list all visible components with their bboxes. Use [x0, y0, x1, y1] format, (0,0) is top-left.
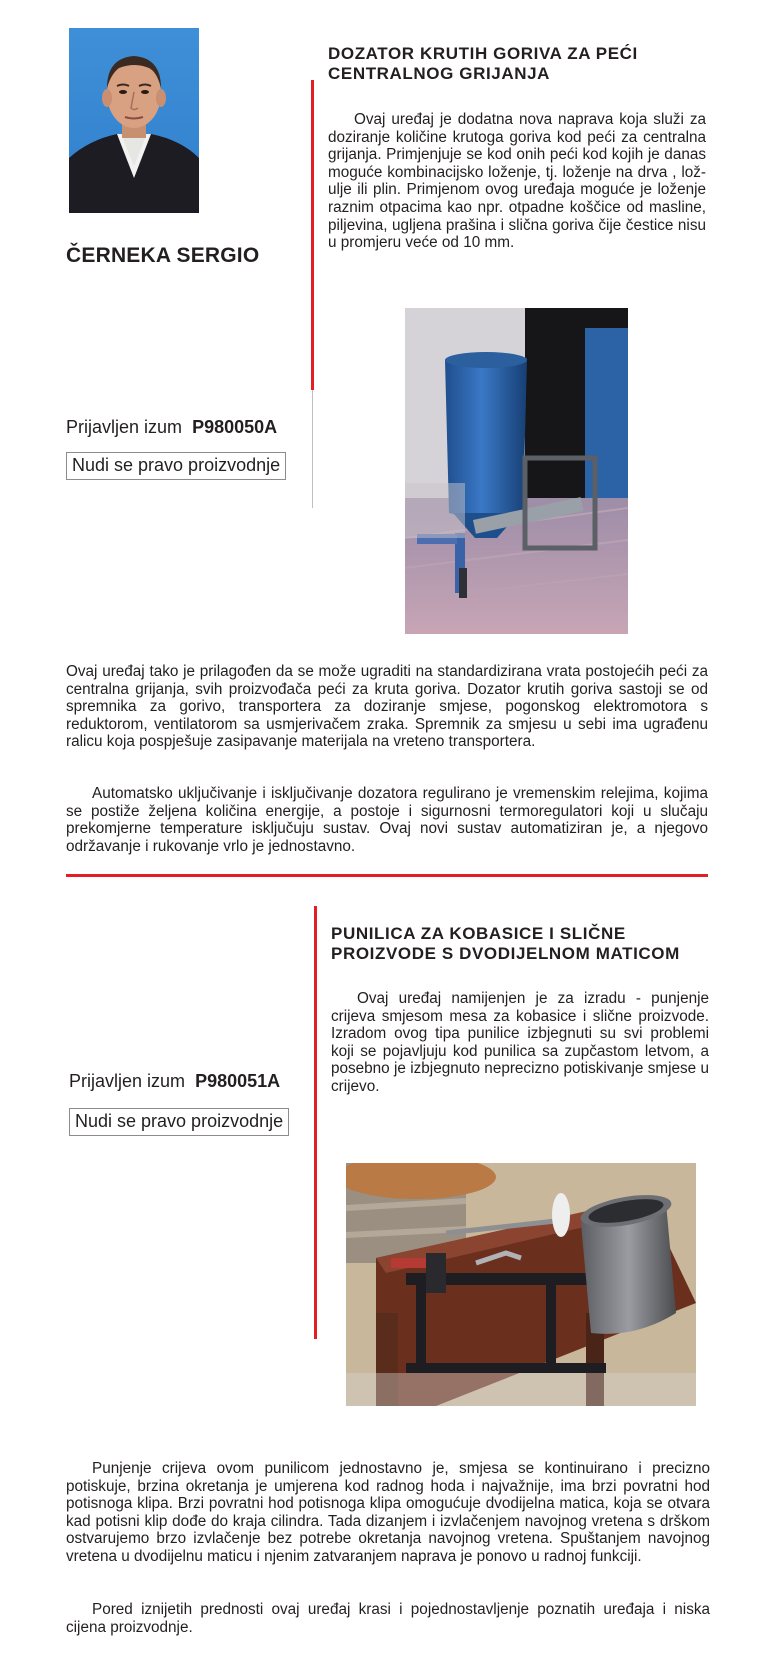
patent-number: P980050A	[192, 417, 278, 437]
invention2-patent	[69, 1071, 280, 1092]
invention1-intro	[328, 111, 706, 252]
invention2-intro-text: Ovaj uređaj namijenjen je za izradu - punjenje crijeva smjesom mesa za kobasice i slične proizvode. Izradom ovog tipa punilice izbjegnuti su svi problemi koji se pojavljuju kod punilica sa zupčastom letvom, a posebno je izbjegnuto neprecizno potiskivanje smjese u crijevo.	[331, 990, 709, 1095]
red-vertical-divider	[311, 80, 314, 390]
patent-number-2: P980051A	[195, 1071, 281, 1091]
invention1-photo	[405, 308, 628, 634]
invention2-title-line1: PUNILICA ZA KOBASICE I SLIČNE	[331, 924, 626, 943]
patent-label: Prijavljen izum	[66, 417, 183, 437]
invention1-intro-text: Ovaj uređaj je dodatna nova naprava koja služi za doziranje količine krutoga goriva kod peći za centralna grijanja. Primjenjuje se kod onih peći kod kojih je danas moguće kombinacijsko loženje, tj. loženje na drva , lož-ulje ili plin. Primjenom ovog uređaja moguće je loženje raznim otpacima kao npr. otpadne koščice od masline, piljevina, ugljena prašina i slična goriva čije čestice nisu u promjeru veće od 10 mm.	[328, 111, 706, 252]
red-section-divider	[66, 874, 708, 877]
grey-vertical-divider	[312, 390, 313, 508]
invention2-title	[331, 924, 751, 964]
invention1-body2-text: Automatsko uključivanje i isključivanje dozatora regulirano je vremenskim relejima, kojima se postiže željena količina energije, a postoje i sigurnosni termoregulatori koji u slučaju prekomjerne temperature isključuju sustav. Ovaj novi sustav automatiziran je, a njegovo održavanje i rukovanje vrlo je jednostavno.	[66, 785, 708, 855]
invention2-body1	[66, 1460, 710, 1566]
invention1-body2	[66, 785, 708, 855]
invention1-title-line1: DOZATOR KRUTIH GORIVA ZA PEĆI	[328, 44, 638, 63]
invention1-body1: Ovaj uređaj tako je prilagođen da se može ugraditi na standardizirana vrata postojećih peći za centralna grijanja, svih proizvođača peći za kruta goriva. Dozator krutih goriva sastoji se od spremnika za gorivo, transportera za doziranje smjese, pogonskog elektromotora s reduktorom, ventilatorom sa usmjerivačem zraka. Spremnik za smjesu u sebi ima ugrađenu ralicu koja pospješuje zasipavanje materijala na vreteno transportera.	[66, 663, 708, 751]
invention2-photo	[346, 1163, 696, 1406]
invention1-title-line2: CENTRALNOG GRIJANJA	[328, 64, 551, 83]
invention1-rights-box: Nudi se pravo proizvodnje	[66, 452, 286, 480]
invention1-patent	[66, 417, 277, 438]
invention2-body2	[66, 1601, 710, 1636]
patent-label-2: Prijavljen izum	[69, 1071, 186, 1091]
invention2-intro	[331, 990, 709, 1096]
invention2-body2-text: Pored iznijetih prednosti ovaj uređaj krasi i pojednostavljenje poznatih uređaja i niska cijena proizvodnje.	[66, 1601, 710, 1636]
invention2-title-line2: PROIZVODE S DVODIJELNOM MATICOM	[331, 944, 680, 963]
invention2-body1-text: Punjenje crijeva ovom punilicom jednostavno je, smjesa se kontinuirano i precizno potiskuje, brzina okretanja je umjerena kod radnog hoda i najvažnije, ima brzi povratni hod potisnoga klipa. Brzi povratni hod potisnoga klipa omogućuje dvodijelna matica, koja se otvara kad potisni klip dođe do kraja cilindra. Tada dizanjem i izvlačenjem navojnog vretena s drškom ostvarujemo brzo izvlačenje bez potrebe okretanja navojnog vretena. Spuštanjem navojnog vretena u dvodijelnu maticu i njenim zatvaranjem naprava je ponovo u radnoj funkciji.	[66, 1460, 710, 1565]
author-portrait	[69, 28, 199, 213]
invention1-title	[328, 44, 748, 84]
red-vertical-divider-2	[314, 906, 317, 1339]
invention2-rights-box: Nudi se pravo proizvodnje	[69, 1108, 289, 1136]
author-name: ČERNEKA SERGIO	[66, 244, 260, 267]
